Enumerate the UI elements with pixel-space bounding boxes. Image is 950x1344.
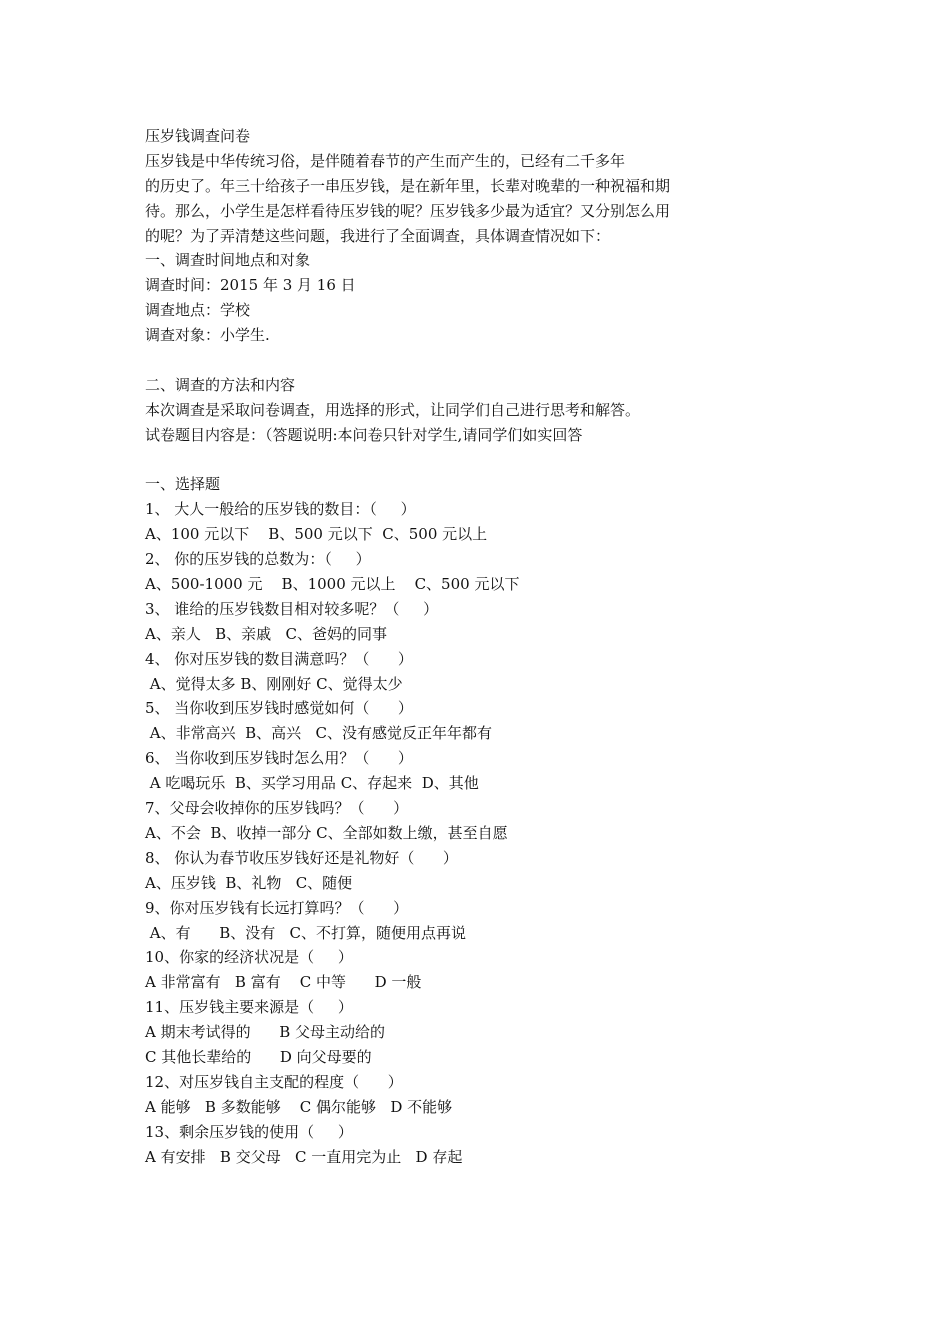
answer-options: A、100 元以下 B、500 元以下 C、500 元以上 bbox=[145, 525, 488, 544]
section-heading: 一、调查时间地点和对象 bbox=[145, 251, 311, 270]
section-heading: 二、调查的方法和内容 bbox=[145, 375, 296, 394]
answer-options: A 有安排 B 交父母 C 一直用完为止 D 存起 bbox=[145, 1147, 463, 1166]
question: 9、你对压岁钱有长远打算吗？（ ） bbox=[145, 898, 409, 917]
intro-line: 压岁钱是中华传统习俗，是伴随着春节的产生而产生的，已经有二千多年 bbox=[145, 151, 626, 170]
question: 3、 谁给的压岁钱数目相对较多呢？（ ） bbox=[145, 599, 439, 618]
intro-line: 待。那么，小学生是怎样看待压岁钱的呢？压岁钱多少最为适宜？又分别怎么用 bbox=[145, 201, 671, 220]
answer-options: A、不会 B、收掉一部分 C、全部如数上缴，甚至自愿 bbox=[145, 823, 508, 842]
question-list bbox=[145, 497, 805, 1169]
answer-options: A 吃喝玩乐 B、买学习用品 C、存起来 D、其他 bbox=[145, 774, 479, 793]
answer-options: A 能够 B 多数能够 C 偶尔能够 D 不能够 bbox=[145, 1097, 453, 1116]
answer-options: A 期末考试得的 B 父母主动给的 bbox=[145, 1023, 386, 1042]
blank-line bbox=[145, 348, 805, 373]
document-page bbox=[145, 124, 805, 1169]
survey-subject: 调查对象：小学生. bbox=[145, 326, 270, 345]
blank-line bbox=[145, 448, 805, 473]
question: 13、剩余压岁钱的使用（ ） bbox=[145, 1122, 353, 1141]
answer-options: A 非常富有 B 富有 C 中等 D 一般 bbox=[145, 973, 422, 992]
answer-options: A、觉得太多 B、刚刚好 C、觉得太少 bbox=[145, 674, 403, 693]
question: 10、你家的经济状况是（ ） bbox=[145, 948, 353, 967]
question: 12、对压岁钱自主支配的程度（ ） bbox=[145, 1072, 403, 1091]
question: 4、 你对压岁钱的数目满意吗？（ ） bbox=[145, 649, 413, 668]
question: 8、 你认为春节收压岁钱好还是礼物好（ ） bbox=[145, 848, 458, 867]
question: 5、 当你收到压岁钱时感觉如何（ ） bbox=[145, 699, 413, 718]
answer-options: A、500-1000 元 B、1000 元以上 C、500 元以下 bbox=[145, 575, 520, 594]
question: 11、压岁钱主要来源是（ ） bbox=[145, 998, 353, 1017]
survey-place: 调查地点：学校 bbox=[145, 301, 251, 320]
intro-line: 的历史了。年三十给孩子一串压岁钱，是在新年里，长辈对晚辈的一种祝福和期 bbox=[145, 176, 671, 195]
answer-options: A、亲人 B、亲戚 C、爸妈的同事 bbox=[145, 624, 387, 643]
document-title: 压岁钱调查问卷 bbox=[145, 127, 251, 145]
survey-method: 本次调查是采取问卷调查，用选择的形式，让同学们自己进行思考和解答。 bbox=[145, 400, 641, 419]
answer-options: A、有 B、没有 C、不打算，随便用点再说 bbox=[145, 923, 467, 942]
survey-time: 调查时间：2015 年 3 月 16 日 bbox=[145, 276, 356, 295]
answer-options: A、压岁钱 B、礼物 C、随便 bbox=[145, 873, 353, 892]
intro-line: 的呢？为了弄清楚这些问题，我进行了全面调查，具体调查情况如下： bbox=[145, 226, 611, 245]
question: 2、 你的压岁钱的总数为：（ ） bbox=[145, 550, 371, 569]
question: 6、 当你收到压岁钱时怎么用？（ ） bbox=[145, 749, 413, 768]
survey-content: 试卷题目内容是：（答题说明:本问卷只针对学生,请同学们如实回答 bbox=[145, 425, 583, 444]
answer-options: C 其他长辈给的 D 向父母要的 bbox=[145, 1047, 372, 1066]
question: 7、父母会收掉你的压岁钱吗？（ ） bbox=[145, 799, 409, 818]
question: 1、 大人一般给的压岁钱的数目：（ ） bbox=[145, 500, 416, 519]
choice-section-heading: 一、选择题 bbox=[145, 475, 221, 494]
answer-options: A、非常高兴 B、高兴 C、没有感觉反正年年都有 bbox=[145, 724, 492, 743]
